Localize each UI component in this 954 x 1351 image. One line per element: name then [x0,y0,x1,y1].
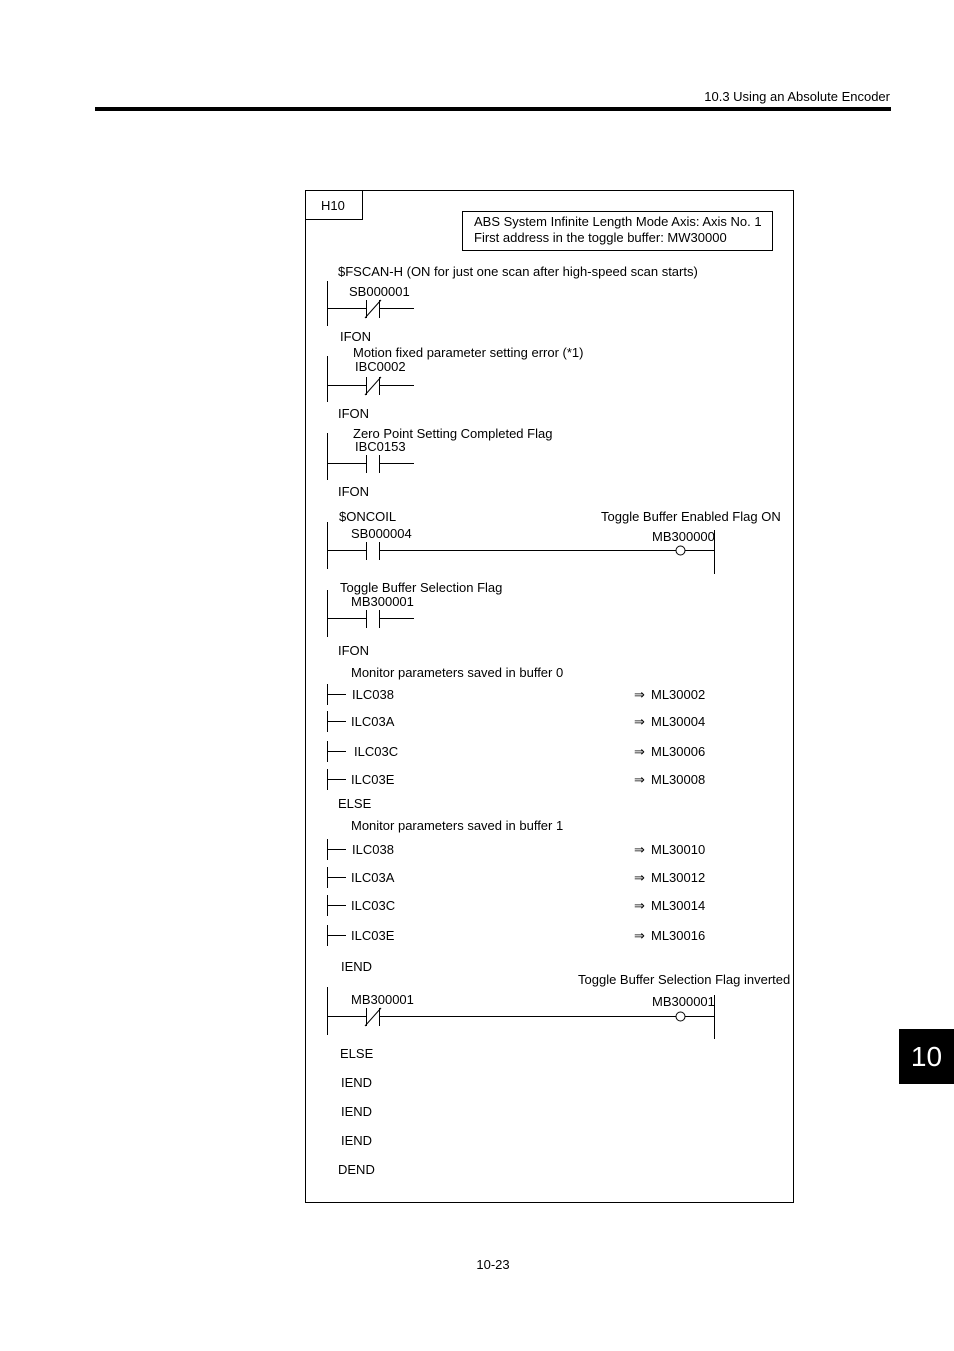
tail-else: ELSE [340,1046,374,1061]
buffer1-row4-src: ILC03E [351,928,395,943]
buffer0-row3-arrow-icon: ⇒ [634,744,645,759]
rung3-comment: Zero Point Setting Completed Flag [353,426,553,441]
buffer1-row3-arrow-icon: ⇒ [634,898,645,913]
buffer0-row4-dst: ML30008 [651,772,706,787]
rung6-contact-label: MB300001 [351,992,414,1007]
rung1-contact-label: SB000001 [349,284,410,299]
rung4-comment: $ONCOIL [339,509,397,524]
rung4-contact-label: SB000004 [351,526,412,541]
rung3-command: IFON [338,484,370,499]
program-label: H10 [321,198,345,213]
rung4-coil-comment: Toggle Buffer Enabled Flag ON [601,509,781,524]
page-number: 10-23 [476,1257,510,1272]
rung2-command: IFON [338,406,370,421]
tail-iend-3: IEND [341,1133,373,1148]
buffer0-row2-src: ILC03A [351,714,395,729]
buffer1-row4-arrow-icon: ⇒ [634,928,645,943]
rung4-coil-label: MB300000 [652,529,715,544]
buffer1-row1-src: ILC038 [352,842,394,857]
rung5-comment: Toggle Buffer Selection Flag [340,580,503,595]
tail-iend-2: IEND [341,1104,373,1119]
buffer0-row1-dst: ML30002 [651,687,706,702]
rung6-coil-comment: Toggle Buffer Selection Flag inverted [578,972,791,987]
buffer1-row2-src: ILC03A [351,870,395,885]
buffer1-row2-dst: ML30012 [651,870,706,885]
buffer0-row4-arrow-icon: ⇒ [634,772,645,787]
buffer0-row1-arrow-icon: ⇒ [634,687,645,702]
rung6-coil-label: MB300001 [652,994,715,1009]
rung2-comment: Motion fixed parameter setting error (*1) [353,345,584,360]
buffer0-row4-src: ILC03E [351,772,395,787]
buffer0-row2-dst: ML30004 [651,714,706,729]
buffer1-row4-dst: ML30016 [651,928,706,943]
buffer0-row2-arrow-icon: ⇒ [634,714,645,729]
buffer0-row3-src: ILC03C [354,744,399,759]
buffer1-comment: Monitor parameters saved in buffer 1 [351,818,564,833]
buffer0-row3-dst: ML30006 [651,744,706,759]
buffer1-iend: IEND [341,959,373,974]
buffer0-else: ELSE [338,796,372,811]
section-header: 10.3 Using an Absolute Encoder [704,89,890,104]
tail-iend-1: IEND [341,1075,373,1090]
rung3-contact-label: IBC0153 [355,439,406,454]
buffer0-row1-src: ILC038 [352,687,394,702]
program-comment-line1: ABS System Infinite Length Mode Axis: Axis No. 1 [474,214,762,229]
buffer1-row2-arrow-icon: ⇒ [634,870,645,885]
rung2-contact-label: IBC0002 [355,359,406,374]
buffer1-row1-dst: ML30010 [651,842,706,857]
buffer1-row3-dst: ML30014 [651,898,706,913]
rung5-command: IFON [338,643,370,658]
chapter-tab: 10 [899,1029,954,1084]
rung1-comment: $FSCAN-H (ON for just one scan after high-speed scan starts) [338,264,698,279]
buffer0-comment: Monitor parameters saved in buffer 0 [351,665,564,680]
buffer1-row1-arrow-icon: ⇒ [634,842,645,857]
rung1-command: IFON [340,329,372,344]
program-comment-line2: First address in the toggle buffer: MW30000 [474,230,727,245]
buffer1-row3-src: ILC03C [351,898,396,913]
tail-dend: DEND [338,1162,375,1177]
rung5-contact-label: MB300001 [351,594,414,609]
